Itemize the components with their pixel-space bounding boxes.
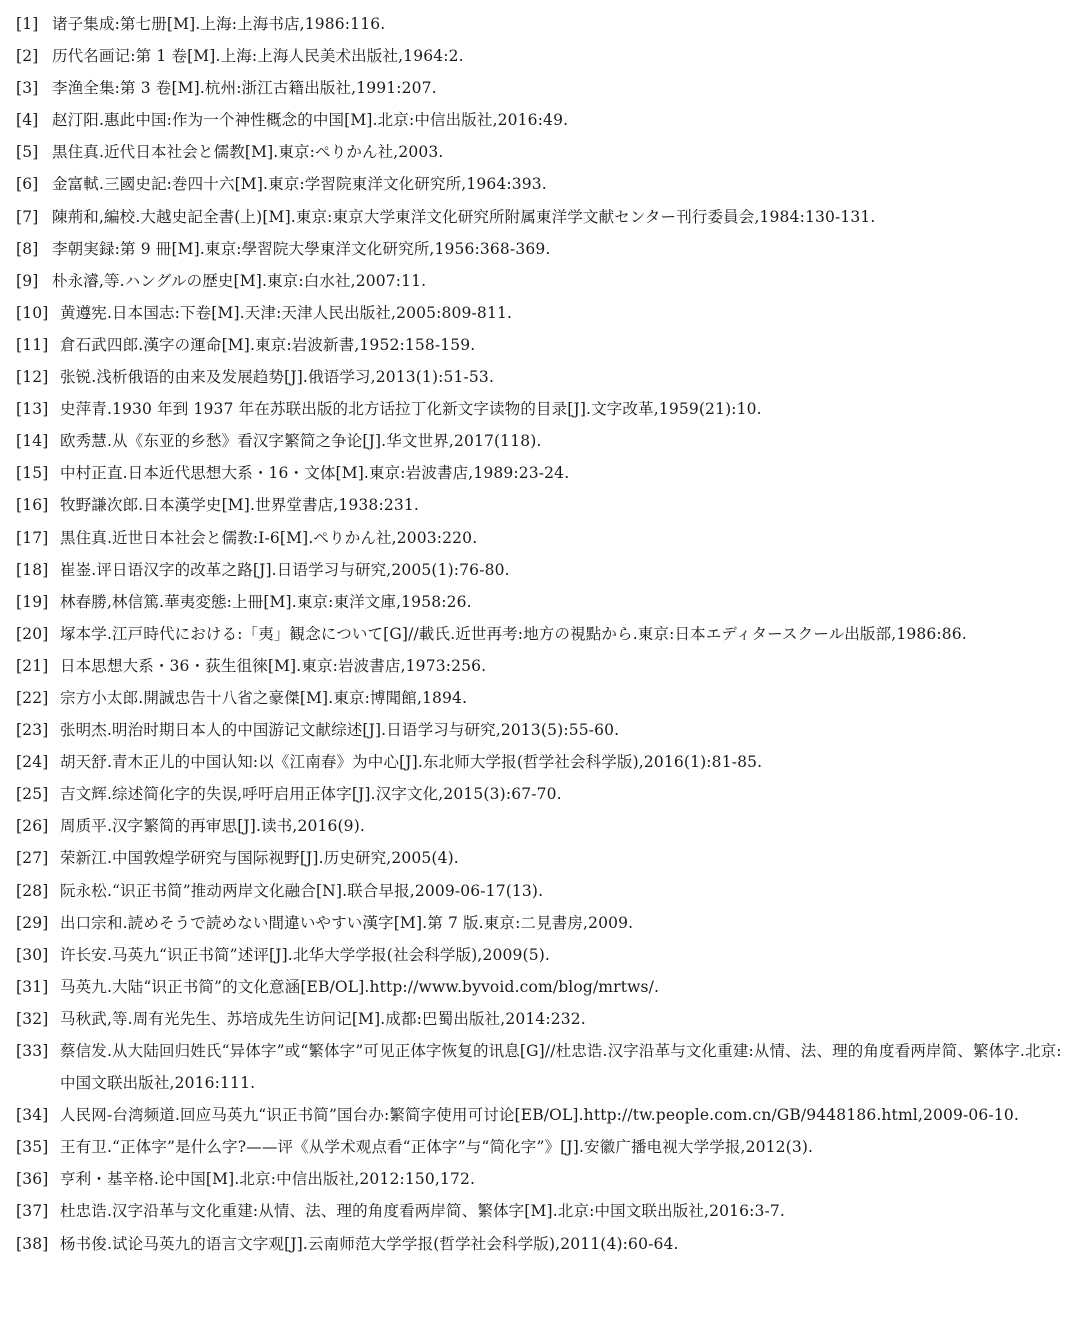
- reference-item: [16, 168, 1066, 200]
- reference-number: [12]: [16, 368, 49, 387]
- reference-text: 黄遵宪.日本国志:下卷[M].天津:天津人民出版社,2005:809-811.: [60, 303, 513, 322]
- reference-number: [26]: [16, 817, 49, 836]
- reference-item: [16, 8, 1066, 40]
- reference-item: [16, 297, 1066, 329]
- reference-text: 马英九.大陆“识正书简”的文化意涵[EB/OL].http://www.byvoid.com/blog/mrtws/.: [60, 977, 660, 996]
- reference-item: [16, 233, 1066, 265]
- reference-number: [17]: [16, 528, 49, 547]
- reference-text: 欧秀慧.从《东亚的乡愁》看汉字繁简之争论[J].华文世界,2017(118).: [60, 432, 542, 451]
- reference-text: 倉石武四郎.漢字の運命[M].東京:岩波新書,1952:158-159.: [60, 335, 476, 354]
- reference-text: 荣新江.中国敦煌学研究与国际视野[J].历史研究,2005(4).: [60, 849, 459, 868]
- reference-number: [14]: [16, 432, 49, 451]
- reference-item: [16, 393, 1066, 425]
- reference-text: 杨书俊.试论马英九的语言文字观[J].云南师范大学学报(哲学社会科学版),2011(4):60-64.: [60, 1234, 679, 1253]
- reference-item: [16, 104, 1066, 136]
- reference-text: 许长安.马英九“识正书简”述评[J].北华大学学报(社会科学版),2009(5).: [60, 945, 551, 964]
- reference-number: [18]: [16, 560, 49, 579]
- reference-text: 张锐.浅析俄语的由来及发展趋势[J].俄语学习,2013(1):51-53.: [60, 368, 495, 387]
- reference-number: [21]: [16, 656, 49, 675]
- reference-text: 黒住真.近代日本社会と儒教[M].東京:ぺりかん社,2003.: [52, 143, 444, 162]
- reference-text: 赵汀阳.惠此中国:作为一个神性概念的中国[M].北京:中信出版社,2016:49.: [52, 111, 569, 130]
- reference-number: [34]: [16, 1106, 49, 1125]
- reference-item: [16, 1131, 1066, 1163]
- reference-text: 王有卫.“正体字”是什么字?——评《从学术观点看“正体字”与“简化字”》[J].安徽广播电视大学学报,2012(3).: [60, 1138, 814, 1157]
- reference-number: [15]: [16, 464, 49, 483]
- reference-text: 诸子集成:第七册[M].上海:上海书店,1986:116.: [52, 15, 386, 33]
- reference-text: 塚本学.江戸時代における:「夷」観念について[G]//載氏.近世再考:地方の視點から.東京:日本エディタースクール出版部,1986:86.: [60, 624, 967, 643]
- reference-number: [1]: [16, 15, 39, 33]
- reference-number: [32]: [16, 1009, 49, 1028]
- reference-number: [4]: [16, 111, 39, 130]
- reference-text: 朴永濬,等.ハングルの歴史[M].東京:白水社,2007:11.: [52, 271, 427, 290]
- reference-item: [16, 939, 1066, 971]
- reference-item: [16, 650, 1066, 682]
- reference-text: 杜忠诰.汉字沿革与文化重建:从情、法、理的角度看两岸简、繁体字[M].北京:中国文联出版社,2016:3-7.: [60, 1202, 785, 1221]
- reference-item: [16, 457, 1066, 489]
- reference-number: [31]: [16, 977, 49, 996]
- reference-text: 李渔全集:第 3 卷[M].杭州:浙江古籍出版社,1991:207.: [52, 79, 437, 98]
- reference-item: [16, 40, 1066, 72]
- reference-item: [16, 329, 1066, 361]
- reference-text: 李朝実録:第 9 冊[M].東京:學習院大學東洋文化研究所,1956:368-369.: [52, 239, 551, 258]
- reference-item: [16, 361, 1066, 393]
- reference-item: [16, 1228, 1066, 1260]
- reference-text: 人民网-台湾频道.回应马英九“识正书简”国台办:繁简字使用可讨论[EB/OL].http://tw.people.com.cn/GB/9448186.html,2009-06-10.: [60, 1106, 1019, 1125]
- reference-number: [8]: [16, 239, 39, 258]
- reference-number: [33]: [16, 1042, 49, 1060]
- reference-item: [16, 842, 1066, 874]
- reference-number: [5]: [16, 143, 39, 162]
- reference-number: [22]: [16, 688, 49, 707]
- reference-text: 张明杰.明治时期日本人的中国游记文献综述[J].日语学习与研究,2013(5):55-60.: [60, 721, 620, 740]
- reference-text: 周质平.汉字繁简的再审思[J].读书,2016(9).: [60, 817, 365, 836]
- reference-number: [6]: [16, 175, 39, 194]
- reference-item: [16, 1003, 1066, 1035]
- reference-item: [16, 875, 1066, 907]
- reference-text: 蔡信发.从大陆回归姓氏“异体字”或“繁体字”可见正体字恢复的讯息[G]//杜忠诰.汉字沿革与文化重建:从情、法、理的角度看两岸简、繁体字.北京:中国文联出版社,2016:111.: [60, 1042, 1062, 1093]
- reference-number: [23]: [16, 721, 49, 740]
- reference-item: [16, 746, 1066, 778]
- reference-text: 出口宗和.読めそうで読めない間違いやすい漢字[M].第 7 版.東京:二見書房,2009.: [60, 913, 634, 932]
- reference-number: [2]: [16, 47, 39, 66]
- reference-text: 林春勝,林信篤.華夷変態:上冊[M].東京:東洋文庫,1958:26.: [60, 592, 472, 611]
- reference-text: 中村正直.日本近代思想大系・16・文体[M].東京:岩波書店,1989:23-24.: [60, 464, 570, 483]
- reference-text: 史萍青.1930 年到 1937 年在苏联出版的北方话拉丁化新文字读物的目录[J].文字改革,1959(21):10.: [60, 400, 762, 419]
- reference-text: 历代名画记:第 1 卷[M].上海:上海人民美术出版社,1964:2.: [52, 47, 464, 66]
- reference-item: [16, 1163, 1066, 1195]
- reference-number: [38]: [16, 1234, 49, 1253]
- reference-text: 牧野謙次郎.日本漢学史[M].世界堂書店,1938:231.: [60, 496, 419, 515]
- reference-item: [16, 201, 1066, 233]
- reference-number: [37]: [16, 1202, 49, 1221]
- reference-text: 宗方小太郎.開誠忠告十八省之豪傑[M].東京:博聞館,1894.: [60, 688, 468, 707]
- reference-item: [16, 136, 1066, 168]
- reference-number: [36]: [16, 1170, 49, 1189]
- reference-item: [16, 682, 1066, 714]
- reference-number: [27]: [16, 849, 49, 868]
- reference-text: 胡天舒.青木正儿的中国认知:以《江南春》为中心[J].东北师大学报(哲学社会科学版),2016(1):81-85.: [60, 753, 763, 772]
- reference-item: [16, 714, 1066, 746]
- reference-text: 马秋武,等.周有光先生、苏培成先生访问记[M].成都:巴蜀出版社,2014:232.: [60, 1009, 586, 1028]
- reference-number: [19]: [16, 592, 49, 611]
- reference-item: [16, 489, 1066, 521]
- reference-number: [13]: [16, 400, 49, 419]
- reference-number: [28]: [16, 881, 49, 900]
- reference-item: [16, 1035, 1066, 1099]
- reference-number: [7]: [16, 207, 39, 226]
- reference-text: 日本思想大系・36・荻生徂徠[M].東京:岩波書店,1973:256.: [60, 656, 487, 675]
- reference-text: 金富軾.三國史記:巻四十六[M].東京:学習院東洋文化研究所,1964:393.: [52, 175, 547, 194]
- reference-item: [16, 425, 1066, 457]
- reference-number: [11]: [16, 335, 49, 354]
- reference-item: [16, 907, 1066, 939]
- reference-text: 吉文辉.综述简化字的失误,呼吁启用正体字[J].汉字文化,2015(3):67-70.: [60, 785, 562, 804]
- reference-number: [35]: [16, 1138, 49, 1157]
- reference-item: [16, 522, 1066, 554]
- reference-item: [16, 265, 1066, 297]
- reference-number: [25]: [16, 785, 49, 804]
- reference-text: 亨利・基辛格.论中国[M].北京:中信出版社,2012:150,172.: [60, 1170, 476, 1189]
- reference-number: [9]: [16, 271, 39, 290]
- reference-item: [16, 554, 1066, 586]
- reference-number: [16]: [16, 496, 49, 515]
- reference-number: [10]: [16, 303, 49, 322]
- reference-item: [16, 72, 1066, 104]
- reference-number: [24]: [16, 753, 49, 772]
- reference-item: [16, 1195, 1066, 1227]
- reference-item: [16, 1099, 1066, 1131]
- reference-item: [16, 586, 1066, 618]
- reference-text: 陳荊和,編校.大越史記全書(上)[M].東京:東京大学東洋文化研究所附属東洋学文献センター刊行委員会,1984:130-131.: [52, 207, 876, 226]
- reference-number: [30]: [16, 945, 49, 964]
- reference-item: [16, 810, 1066, 842]
- reference-number: [3]: [16, 79, 39, 98]
- reference-text: 黒住真.近世日本社会と儒教:Ⅰ-6[M].ぺりかん社,2003:220.: [60, 528, 478, 547]
- reference-item: [16, 618, 1066, 650]
- reference-text: 阮永松.“识正书简”推动两岸文化融合[N].联合早报,2009-06-17(13).: [60, 881, 544, 900]
- reference-item: [16, 778, 1066, 810]
- reference-number: [29]: [16, 913, 49, 932]
- reference-number: [20]: [16, 624, 49, 643]
- reference-item: [16, 971, 1066, 1003]
- reference-text: 崔崟.评日语汉字的改革之路[J].日语学习与研究,2005(1):76-80.: [60, 560, 510, 579]
